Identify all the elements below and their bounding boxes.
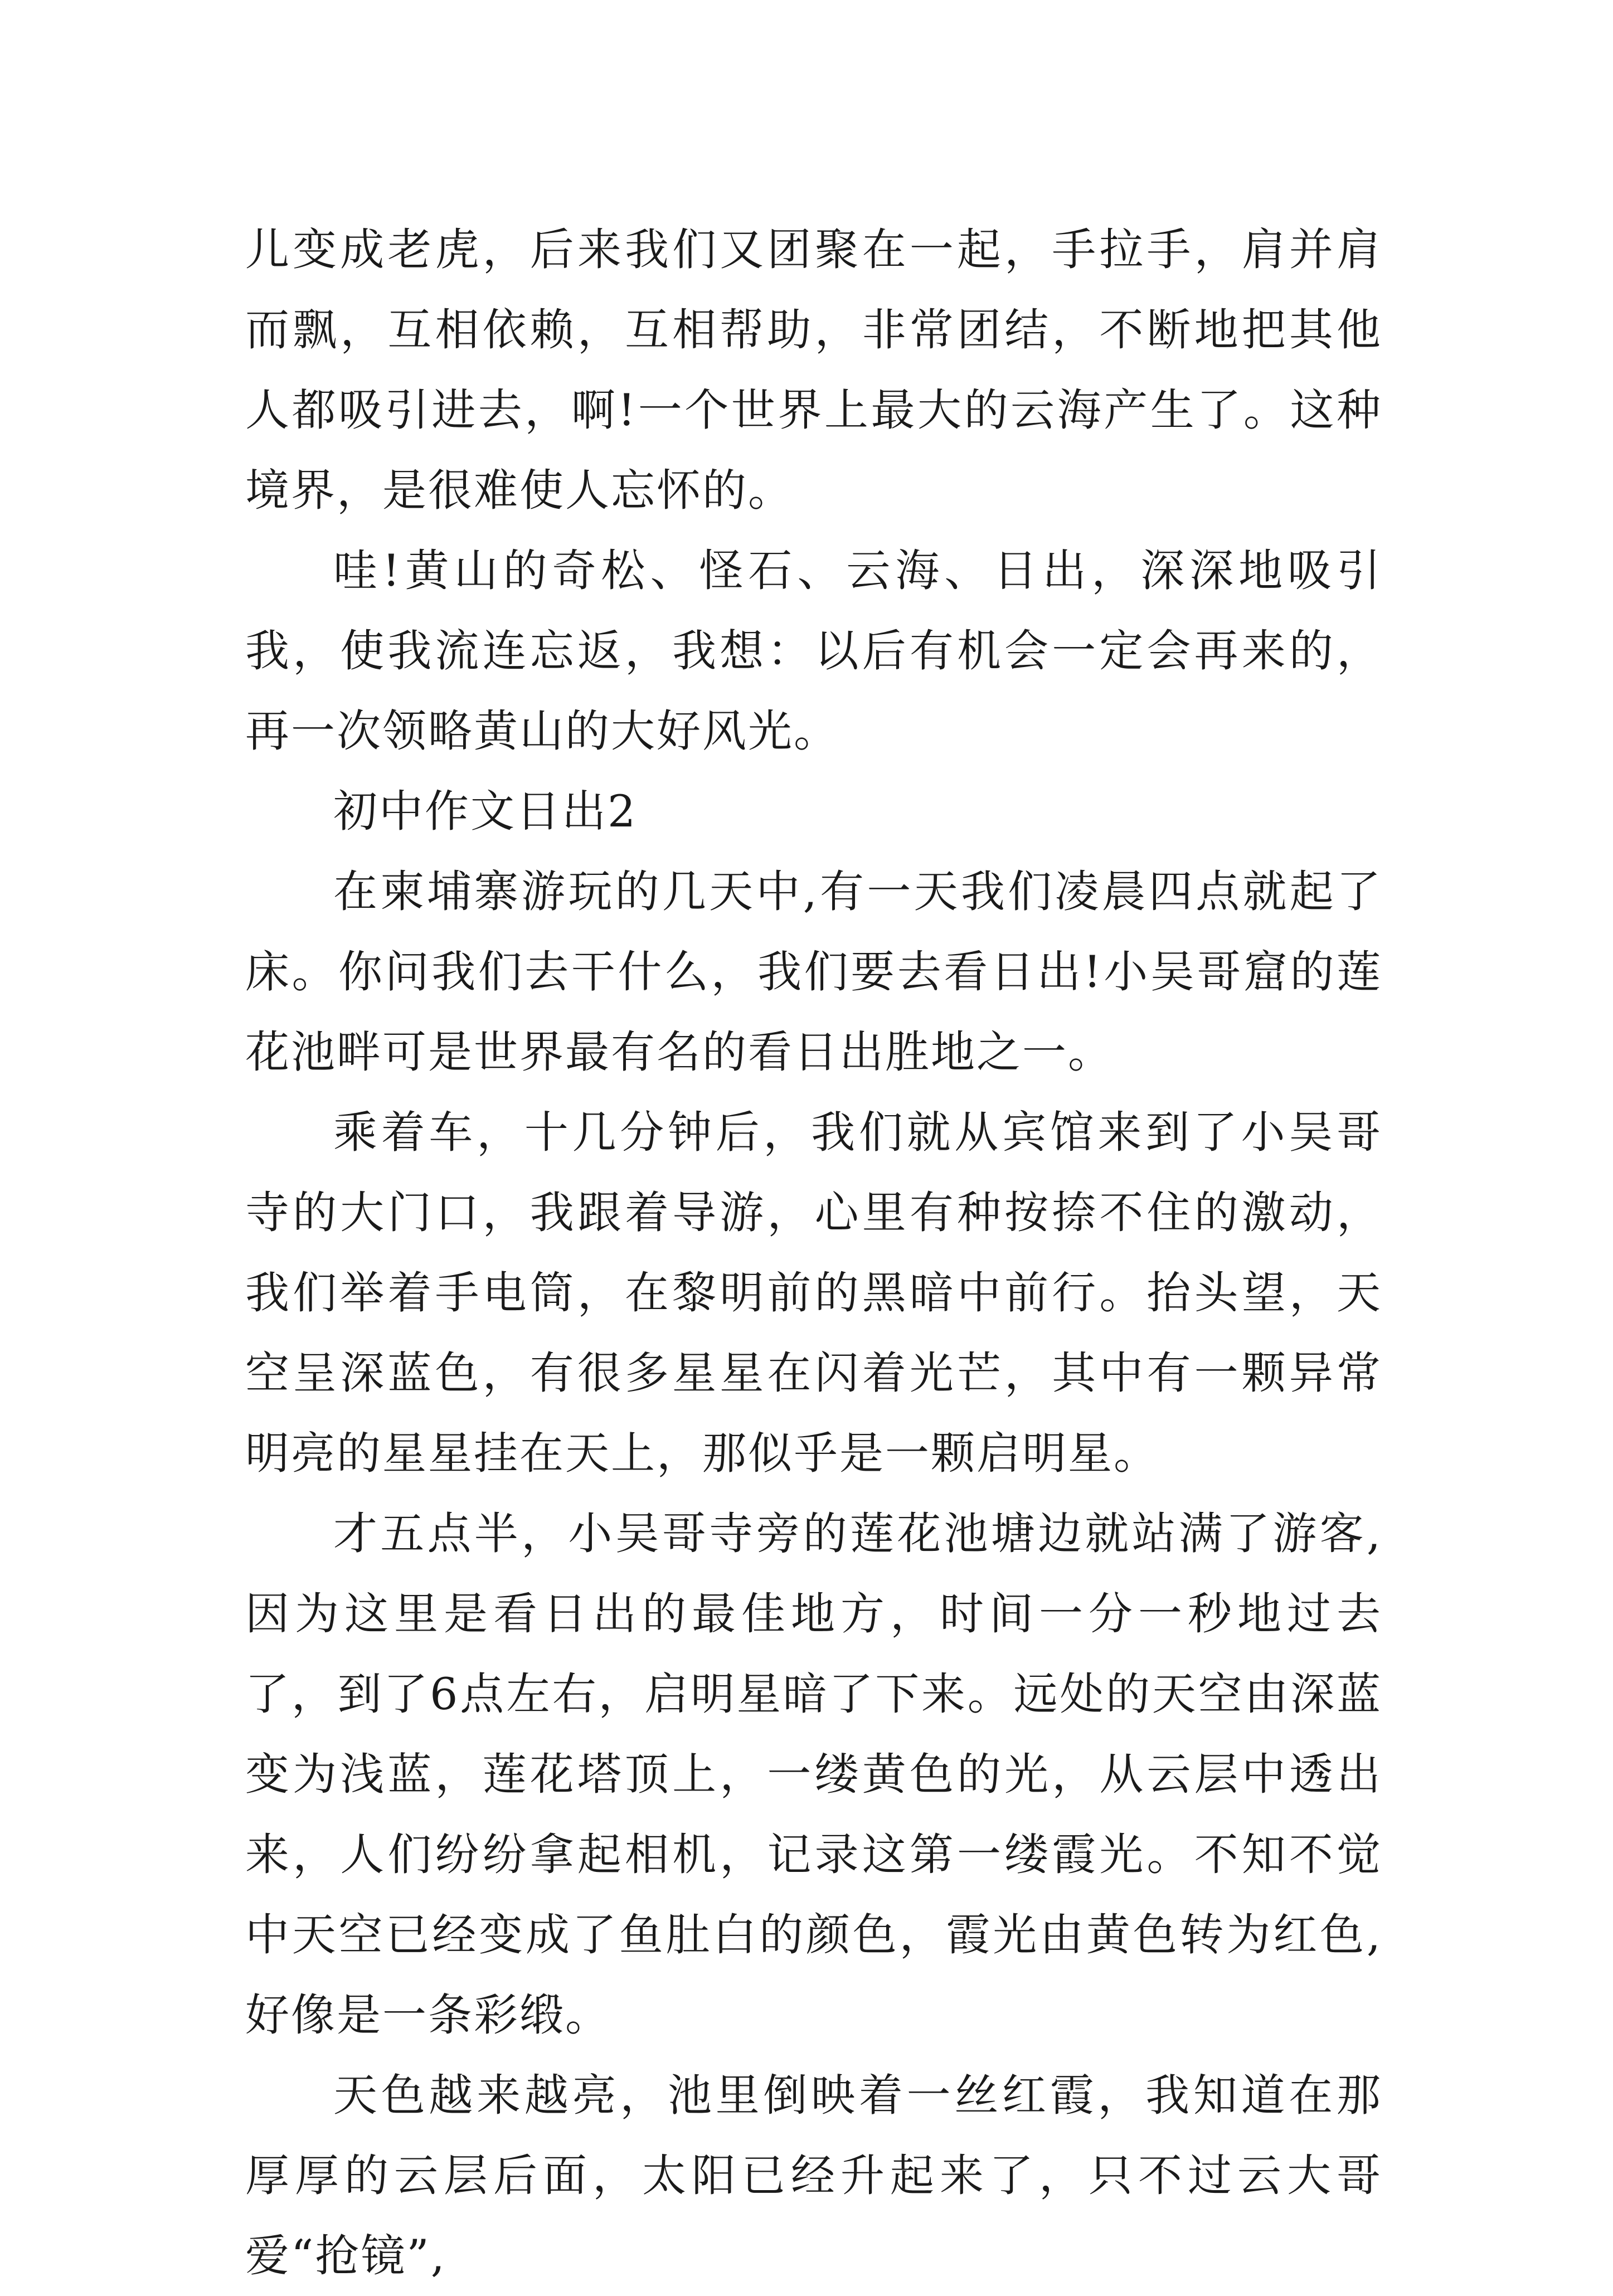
paragraph-arrival: 乘着车，十几分钟后，我们就从宾馆来到了小吴哥寺的大门口，我跟着导游，心里有种按捺不住的激动，我们举着手电筒，在黎明前的黑暗中前行。抬头望，天空呈深蓝色，有很多星星在闪着光芒，其中有一颗异常明亮的星星挂在天上，那似乎是一颗启明星。 <box>245 1107 1382 1479</box>
paragraph-continuation: 儿变成老虎，后来我们又团聚在一起，手拉手，肩并肩而飘，互相依赖，互相帮助，非常团结，不断地把其他人都吸引进去，啊!一个世界上最大的云海产生了。这种境界，是很难使人忘怀的。 <box>245 224 1382 516</box>
essay-heading: 初中作文日出2 <box>333 786 638 837</box>
paragraph-huangshan-summary: 哇!黄山的奇松、怪石、云海、日出，深深地吸引我，使我流连忘返，我想：以后有机会一定会再来的，再一次领略黄山的大好风光。 <box>245 545 1382 757</box>
paragraph-cambodia-intro: 在柬埔寨游玩的几天中,有一天我们凌晨四点就起了床。你问我们去干什么，我们要去看日出!小吴哥窟的莲花池畔可是世界最有名的看日出胜地之一。 <box>245 866 1382 1078</box>
paragraph-sunrise: 天色越来越亮，池里倒映着一丝红霞，我知道在那厚厚的云层后面，太阳已经升起来了，只不过云大哥爱“抢镜”, <box>245 2070 1382 2282</box>
paragraph-dawn: 才五点半，小吴哥寺旁的莲花池塘边就站满了游客,因为这里是看日出的最佳地方，时间一分一秒地过去了，到了6点左右，启明星暗了下来。远处的天空由深蓝变为浅蓝，莲花塔顶上，一缕黄色的光，从云层中透出来，人们纷纷拿起相机，记录这第一缕霞光。不知不觉中天空已经变成了鱼肚白的颜色，霞光由黄色转为红色,好像是一条彩缎。 <box>245 1508 1382 2041</box>
document-body <box>245 210 1382 2296</box>
